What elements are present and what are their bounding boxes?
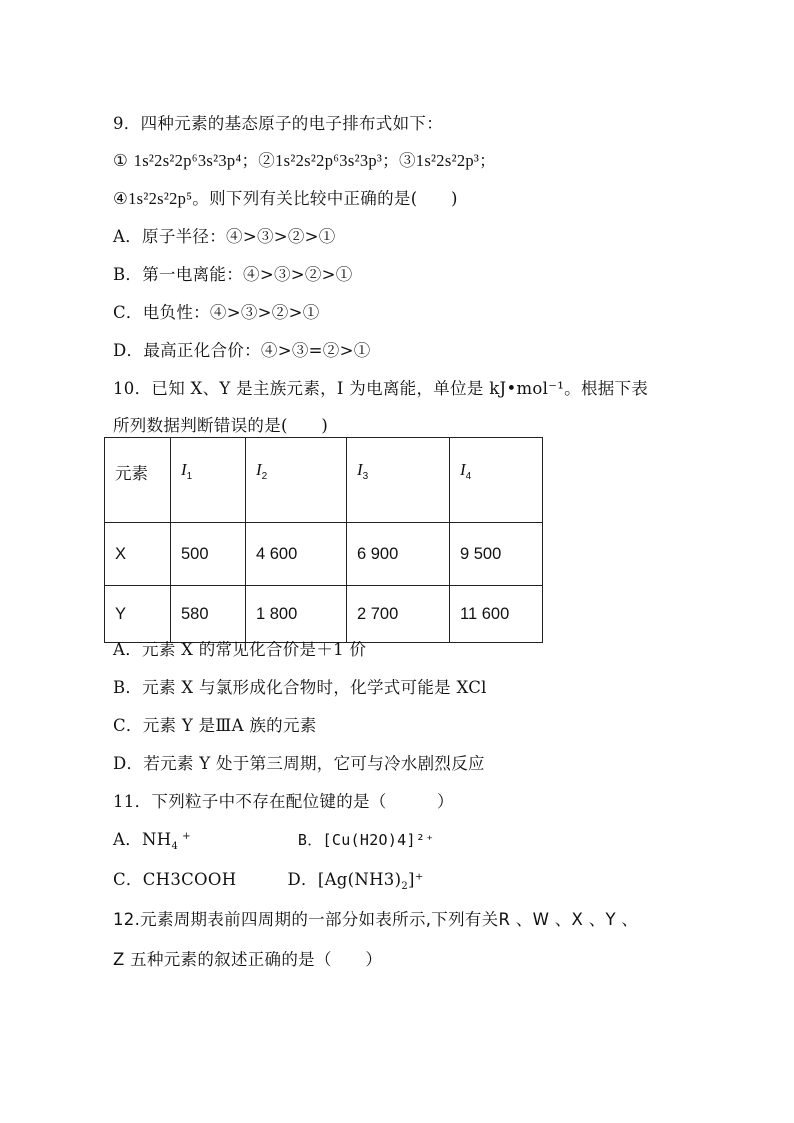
cell-value: 4 600 xyxy=(246,523,347,586)
q10-stem-line2: 所列数据判断错误的是( ) xyxy=(113,416,329,435)
q12-stem-line2: Z 五种元素的叙述正确的是（ ） xyxy=(113,950,383,969)
header-i4: $I_4$ xyxy=(450,438,543,523)
q11-title: 11．下列粒子中不存在配位键的是（ ） xyxy=(113,792,454,811)
cell-value: 11 600 xyxy=(450,586,543,643)
q9-option-b: B．第一电离能：④>③>②>① xyxy=(113,265,353,284)
q9-config3-suffix: ； xyxy=(479,151,496,170)
q11-options-cd xyxy=(113,866,424,892)
q9-config1-marker: ① xyxy=(113,151,134,170)
q9-config4-marker: ④ xyxy=(113,189,129,208)
header-i1: $I_1$ xyxy=(171,438,246,523)
q11-option-a: A．$NH_4^+$ xyxy=(113,830,191,852)
q11-option-d: D．$[Ag(NH3)_2]^+$ xyxy=(287,870,424,892)
cell-value: 9 500 xyxy=(450,523,543,586)
q11-option-c: C．CH3COOH xyxy=(113,870,237,889)
q10-option-d: D．若元素 Y 处于第三周期，它可与冷水剧烈反应 xyxy=(113,754,485,773)
q9-title: 9．四种元素的基态原子的电子排布式如下： xyxy=(113,114,443,133)
q10-option-c: C．元素 Y 是ⅢA 族的元素 xyxy=(113,716,317,735)
cell-value: 1 800 xyxy=(246,586,347,643)
q9-configs-line2 xyxy=(113,185,458,209)
cell-element: X xyxy=(105,523,171,586)
q10-option-b: B．元素 X 与氯形成化合物时，化学式可能是 XCl xyxy=(113,678,487,697)
q9-config4: 1s²2s²2p⁵ xyxy=(128,189,193,208)
q10-option-a: A．元素 X 的常见化合价是＋1 价 xyxy=(113,640,367,659)
q9-config2-marker: ；② xyxy=(241,151,276,170)
header-element: 元素 xyxy=(105,438,171,523)
ionization-energy-table xyxy=(104,437,543,643)
q11-options-ab xyxy=(113,826,435,852)
cell-value: 500 xyxy=(171,523,246,586)
q9-option-c: C．电负性：④>③>②>① xyxy=(113,303,320,322)
q9-option-d: D．最高正化合价：④>③=②>① xyxy=(113,341,371,360)
header-i3: $I_3$ xyxy=(347,438,450,523)
table-row-y xyxy=(105,586,543,643)
q9-option-a: A．原子半径：④>③>②>① xyxy=(113,227,336,246)
table-row-x xyxy=(105,523,543,586)
q9-configs-line1 xyxy=(113,147,496,171)
cell-value: 6 900 xyxy=(347,523,450,586)
q9-config3: 1s²2s²2p³ xyxy=(415,151,480,170)
q10-stem-line1: 10．已知 X、Y 是主族元素，I 为电离能，单位是 kJ•mol⁻¹。根据下表 xyxy=(113,379,649,398)
q9-stem: 。则下列有关比较中正确的是( ) xyxy=(192,189,458,208)
q9-config1: 1s²2s²2p⁶3s²3p⁴ xyxy=(133,151,242,170)
cell-value: 2 700 xyxy=(347,586,450,643)
header-i2: $I_2$ xyxy=(246,438,347,523)
q11-option-b: B．[Cu(H2O)4]²⁺ xyxy=(297,831,435,849)
cell-element: Y xyxy=(105,586,171,643)
cell-value: 580 xyxy=(171,586,246,643)
q9-config2: 1s²2s²2p⁶3s²3p³ xyxy=(275,151,383,170)
q9-config3-marker: ；③ xyxy=(382,151,416,170)
table-header-row xyxy=(105,438,543,523)
q12-stem-line1: 12.元素周期表前四周期的一部分如表所示,下列有关R 、W 、X 、Y 、 xyxy=(113,910,639,929)
